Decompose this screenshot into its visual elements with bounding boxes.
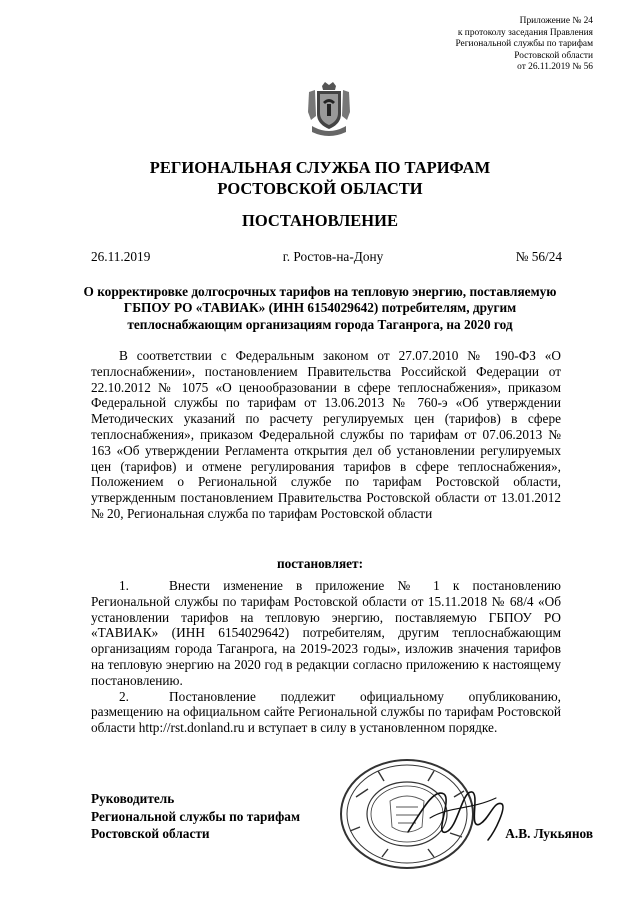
appendix-line: к протоколу заседания Правления — [457, 27, 593, 38]
item-number: 1. — [119, 578, 129, 593]
document-city: г. Ростов-на-Дону — [282, 249, 384, 264]
signer-name: А.В. Лукьянов — [505, 826, 593, 841]
resolution-item — [91, 689, 561, 736]
document-meta-line — [91, 249, 562, 265]
preamble-paragraph: В соответствии с Федеральным законом от 27.07.2010 № 190-ФЗ «О теплоснабжении», постановлением Правительства Российской Федерации от 22.10.2012 № 1075 «О ценообразовании в сфере теплоснабжения», приказом Федеральной службы по тарифам от 13.06.2013 № 760-э «Об утверждении Методических указаний по расчету регулируемых цен (тарифов) в сфере теплоснабжения», приказом Федеральной службы по тарифам от 07.06.2013 № 163 «Об утверждении Регламента открытия дел об установлении регулируемых цен (тарифов) и отмене регулирования тарифов в сфере теплоснабжения», Положением о Региональной службе по тарифам Ростовской области, утвержденным постановлением Правительства Ростовской области от 13.01.2012 № 20, Региональная служба по тарифам Ростовской области — [91, 348, 561, 521]
authority-line: РОСТОВСКОЙ ОБЛАСТИ — [217, 179, 423, 198]
appendix-line: Региональной службы по тарифам — [455, 39, 593, 50]
coat-of-arms-icon — [306, 82, 352, 140]
document-subject: О корректировке долгосрочных тарифов на тепловую энергию, поставляемую ГБПОУ РО «ТАВИАК» (ИНН 6154029642) потребителям, другим теплоснабжающим организациям города Таганрога, на 2020 год — [83, 284, 557, 332]
handwritten-signature-icon — [400, 770, 510, 855]
signer-title-line: Руководитель — [91, 791, 175, 806]
issuing-authority — [0, 157, 640, 199]
item-text: Постановление подлежит официальному опубликованию, размещению на официальном сайте Региональной службы по тарифам Ростовской области http://rst.donland.ru и вступает в силу в установленном порядке. — [91, 688, 561, 736]
document-type-heading: ПОСТАНОВЛЕНИЕ — [242, 211, 398, 230]
document-date: 26.11.2019 — [91, 249, 151, 264]
signer-title-line: Региональной службы по тарифам — [91, 808, 301, 824]
item-text: Внести изменение в приложение № 1 к постановлению Региональной службы по тарифам Ростовской области от 15.11.2018 № 68/4 «Об установлении тарифов на тепловую энергию, поставляемую ГБПОУ РО «ТАВИАК» (ИНН 6154029642) потребителям, другим теплоснабжающим организациям города Таганрога, на 2019-2023 годы», изложив значения тарифов на тепловую энергию на 2020 год в редакции согласно приложению к настоящему постановлению. — [91, 578, 561, 688]
appendix-line: Ростовской области — [514, 50, 593, 61]
authority-line: РЕГИОНАЛЬНАЯ СЛУЖБА ПО ТАРИФАМ — [149, 158, 491, 177]
appendix-reference — [455, 16, 593, 74]
appendix-line: от 26.11.2019 № 56 — [517, 62, 593, 73]
signer-block — [91, 790, 300, 843]
appendix-line: Приложение № 24 — [519, 16, 593, 26]
signer-title-line: Ростовской области — [91, 826, 210, 841]
resolves-heading: постановляет: — [276, 556, 364, 571]
item-number: 2. — [119, 688, 129, 704]
document-number: № 56/24 — [515, 249, 562, 264]
resolution-item — [91, 578, 561, 689]
resolution-items — [91, 578, 561, 736]
